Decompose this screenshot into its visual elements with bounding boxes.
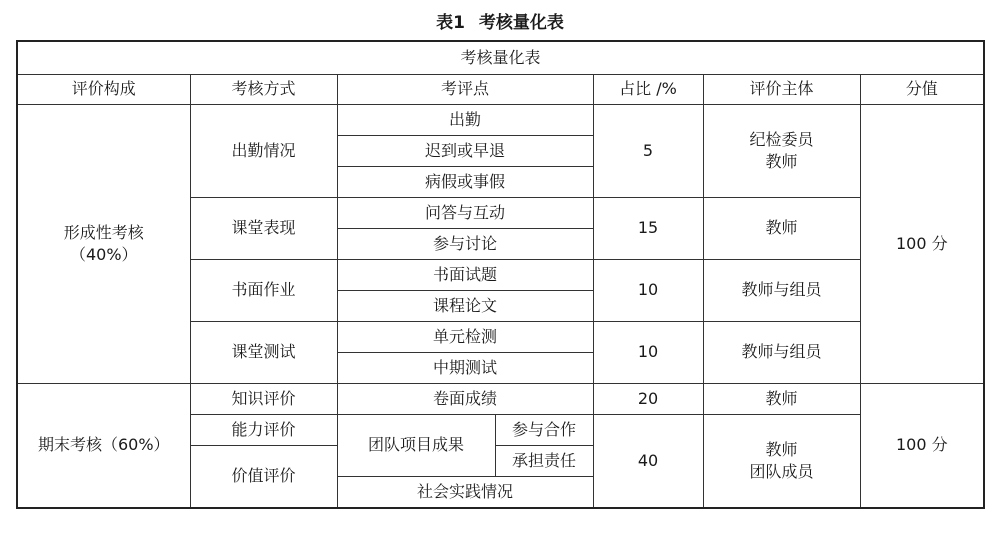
ratio-cell: 40	[593, 415, 703, 509]
header-row	[17, 75, 984, 105]
assessor-line2: 团队成员	[749, 462, 814, 481]
table-row	[17, 105, 984, 136]
method-cell: 价值评价	[190, 446, 337, 509]
point-cell: 课程论文	[337, 291, 593, 322]
final-score: 100 分	[860, 384, 984, 509]
assessor-cell: 教师与组员	[703, 260, 860, 322]
point-cell: 卷面成绩	[337, 384, 593, 415]
team-project-cell: 团队项目成果	[337, 415, 495, 477]
point-cell: 书面试题	[337, 260, 593, 291]
ratio-cell: 10	[593, 322, 703, 384]
assessor-cell: 教师与组员	[703, 322, 860, 384]
final-label: 期末考核（60%）	[17, 384, 190, 509]
assessor-line1: 教师	[765, 439, 798, 459]
point-cell: 社会实践情况	[337, 477, 593, 509]
header-composition: 评价构成	[17, 75, 190, 105]
assessor-cell	[703, 415, 860, 509]
table-title-row	[17, 41, 984, 75]
assessor-line2: 教师	[765, 152, 798, 171]
ratio-cell: 5	[593, 105, 703, 198]
table-row	[17, 384, 984, 415]
method-cell: 课堂表现	[190, 198, 337, 260]
point-cell: 中期测试	[337, 353, 593, 384]
assessor-cell	[703, 105, 860, 198]
assessor-cell: 教师	[703, 384, 860, 415]
point-cell: 病假或事假	[337, 167, 593, 198]
header-assessor: 评价主体	[703, 75, 860, 105]
method-cell: 知识评价	[190, 384, 337, 415]
point-cell: 参与合作	[495, 415, 593, 446]
assessment-table	[16, 40, 985, 509]
ratio-cell: 20	[593, 384, 703, 415]
header-score: 分值	[860, 75, 984, 105]
method-cell: 出勤情况	[190, 105, 337, 198]
caption-number: 表1	[436, 13, 465, 33]
ratio-cell: 15	[593, 198, 703, 260]
header-ratio: 占比 /%	[593, 75, 703, 105]
table-caption	[0, 8, 1000, 33]
header-method: 考核方式	[190, 75, 337, 105]
formative-label	[17, 105, 190, 384]
assessor-line1: 纪检委员	[749, 129, 814, 149]
point-cell: 问答与互动	[337, 198, 593, 229]
header-points: 考评点	[337, 75, 593, 105]
ratio-cell: 10	[593, 260, 703, 322]
point-cell: 迟到或早退	[337, 136, 593, 167]
formative-label-line2: （40%）	[69, 245, 138, 264]
formative-score: 100 分	[860, 105, 984, 384]
method-cell: 书面作业	[190, 260, 337, 322]
formative-label-line1: 形成性考核	[63, 222, 144, 242]
caption-title: 考核量化表	[478, 13, 564, 33]
method-cell: 能力评价	[190, 415, 337, 446]
point-cell: 单元检测	[337, 322, 593, 353]
point-cell: 出勤	[337, 105, 593, 136]
assessor-cell: 教师	[703, 198, 860, 260]
point-cell: 参与讨论	[337, 229, 593, 260]
method-cell: 课堂测试	[190, 322, 337, 384]
table-title: 考核量化表	[17, 41, 984, 75]
point-cell: 承担责任	[495, 446, 593, 477]
